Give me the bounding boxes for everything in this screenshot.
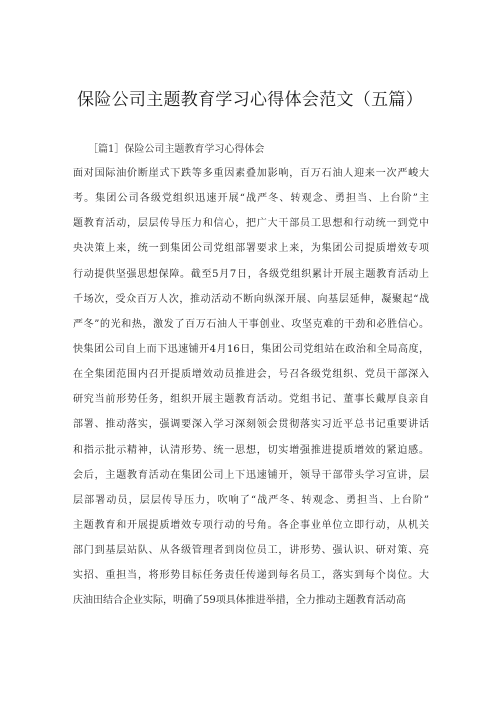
body-line-4: 央决策上来，统一到集团公司党组部署要求上来，为集团公司提质增效专项 [73,243,429,255]
body-line-2: 考。集团公司各级党组织迅速开展“战严冬、转观念、勇担当、上台阶”主 [73,193,429,205]
document-title: 保险公司主题教育学习心得体会范文（五篇） [77,90,423,110]
document-body [73,167,429,620]
body-line-3: 题教育活动，层层传导压力和信心，把广大干部员工思想和行动统一到党中 [73,218,429,230]
body-line-17: 实招、重担当，将形势目标任务责任传递到每名员工，落实到每个岗位。大 [73,570,429,582]
body-line-10: 研究当前形势任务，组织开展主题教育活动。党组书记、董事长戴厚良亲自 [73,394,429,406]
body-line-12: 和指示批示精神，认清形势、统一思想，切实增强推进提质增效的紧迫感。 [73,444,429,456]
body-line-11: 部署、推动落实，强调要深入学习深刻领会贯彻落实习近平总书记重要讲话 [73,419,429,431]
body-line-7: 严冬”的光和热，激发了百万石油人干事创业、攻坚克难的干劲和必胜信心。 [73,318,429,330]
body-line-13: 会后，主题教育活动在集团公司上下迅速铺开，领导干部带头学习宣讲，层 [73,469,429,481]
body-line-5: 行动提供坚强思想保障。截至5月7日，各级党组织累计开展主题教育活动上 [73,268,429,280]
body-line-9: 在全集团范围内召开提质增效动员推进会，号召各级党组织、党员干部深入 [73,369,429,381]
body-line-16: 部门到基层站队、从各级管理者到岗位员工，讲形势、强认识、研对策、亮 [73,545,429,557]
body-line-8: 快集团公司自上而下迅速铺开4月16日，集团公司党组站在政治和全局高度， [73,343,429,355]
body-line-18: 庆油田结合企业实际，明确了59项具体推进举措，全力推动主题教育活动高 [73,595,406,607]
body-line-1: 面对国际油价断崖式下跌等多重因素叠加影响，百万石油人迎来一次严峻大 [73,168,429,179]
body-line-6: 千场次，受众百万人次，推动活动不断向纵深开展、向基层延伸，凝聚起“战 [73,293,429,305]
body-line-15: 主题教育和开展提质增效专项行动的号角。各企事业单位立即行动，从机关 [73,519,429,531]
section-heading: ［篇1］保险公司主题教育学习心得体会 [88,144,265,155]
body-line-14: 层部署动员，层层传导压力，吹响了“战严冬、转观念、勇担当、上台阶” [73,494,429,506]
